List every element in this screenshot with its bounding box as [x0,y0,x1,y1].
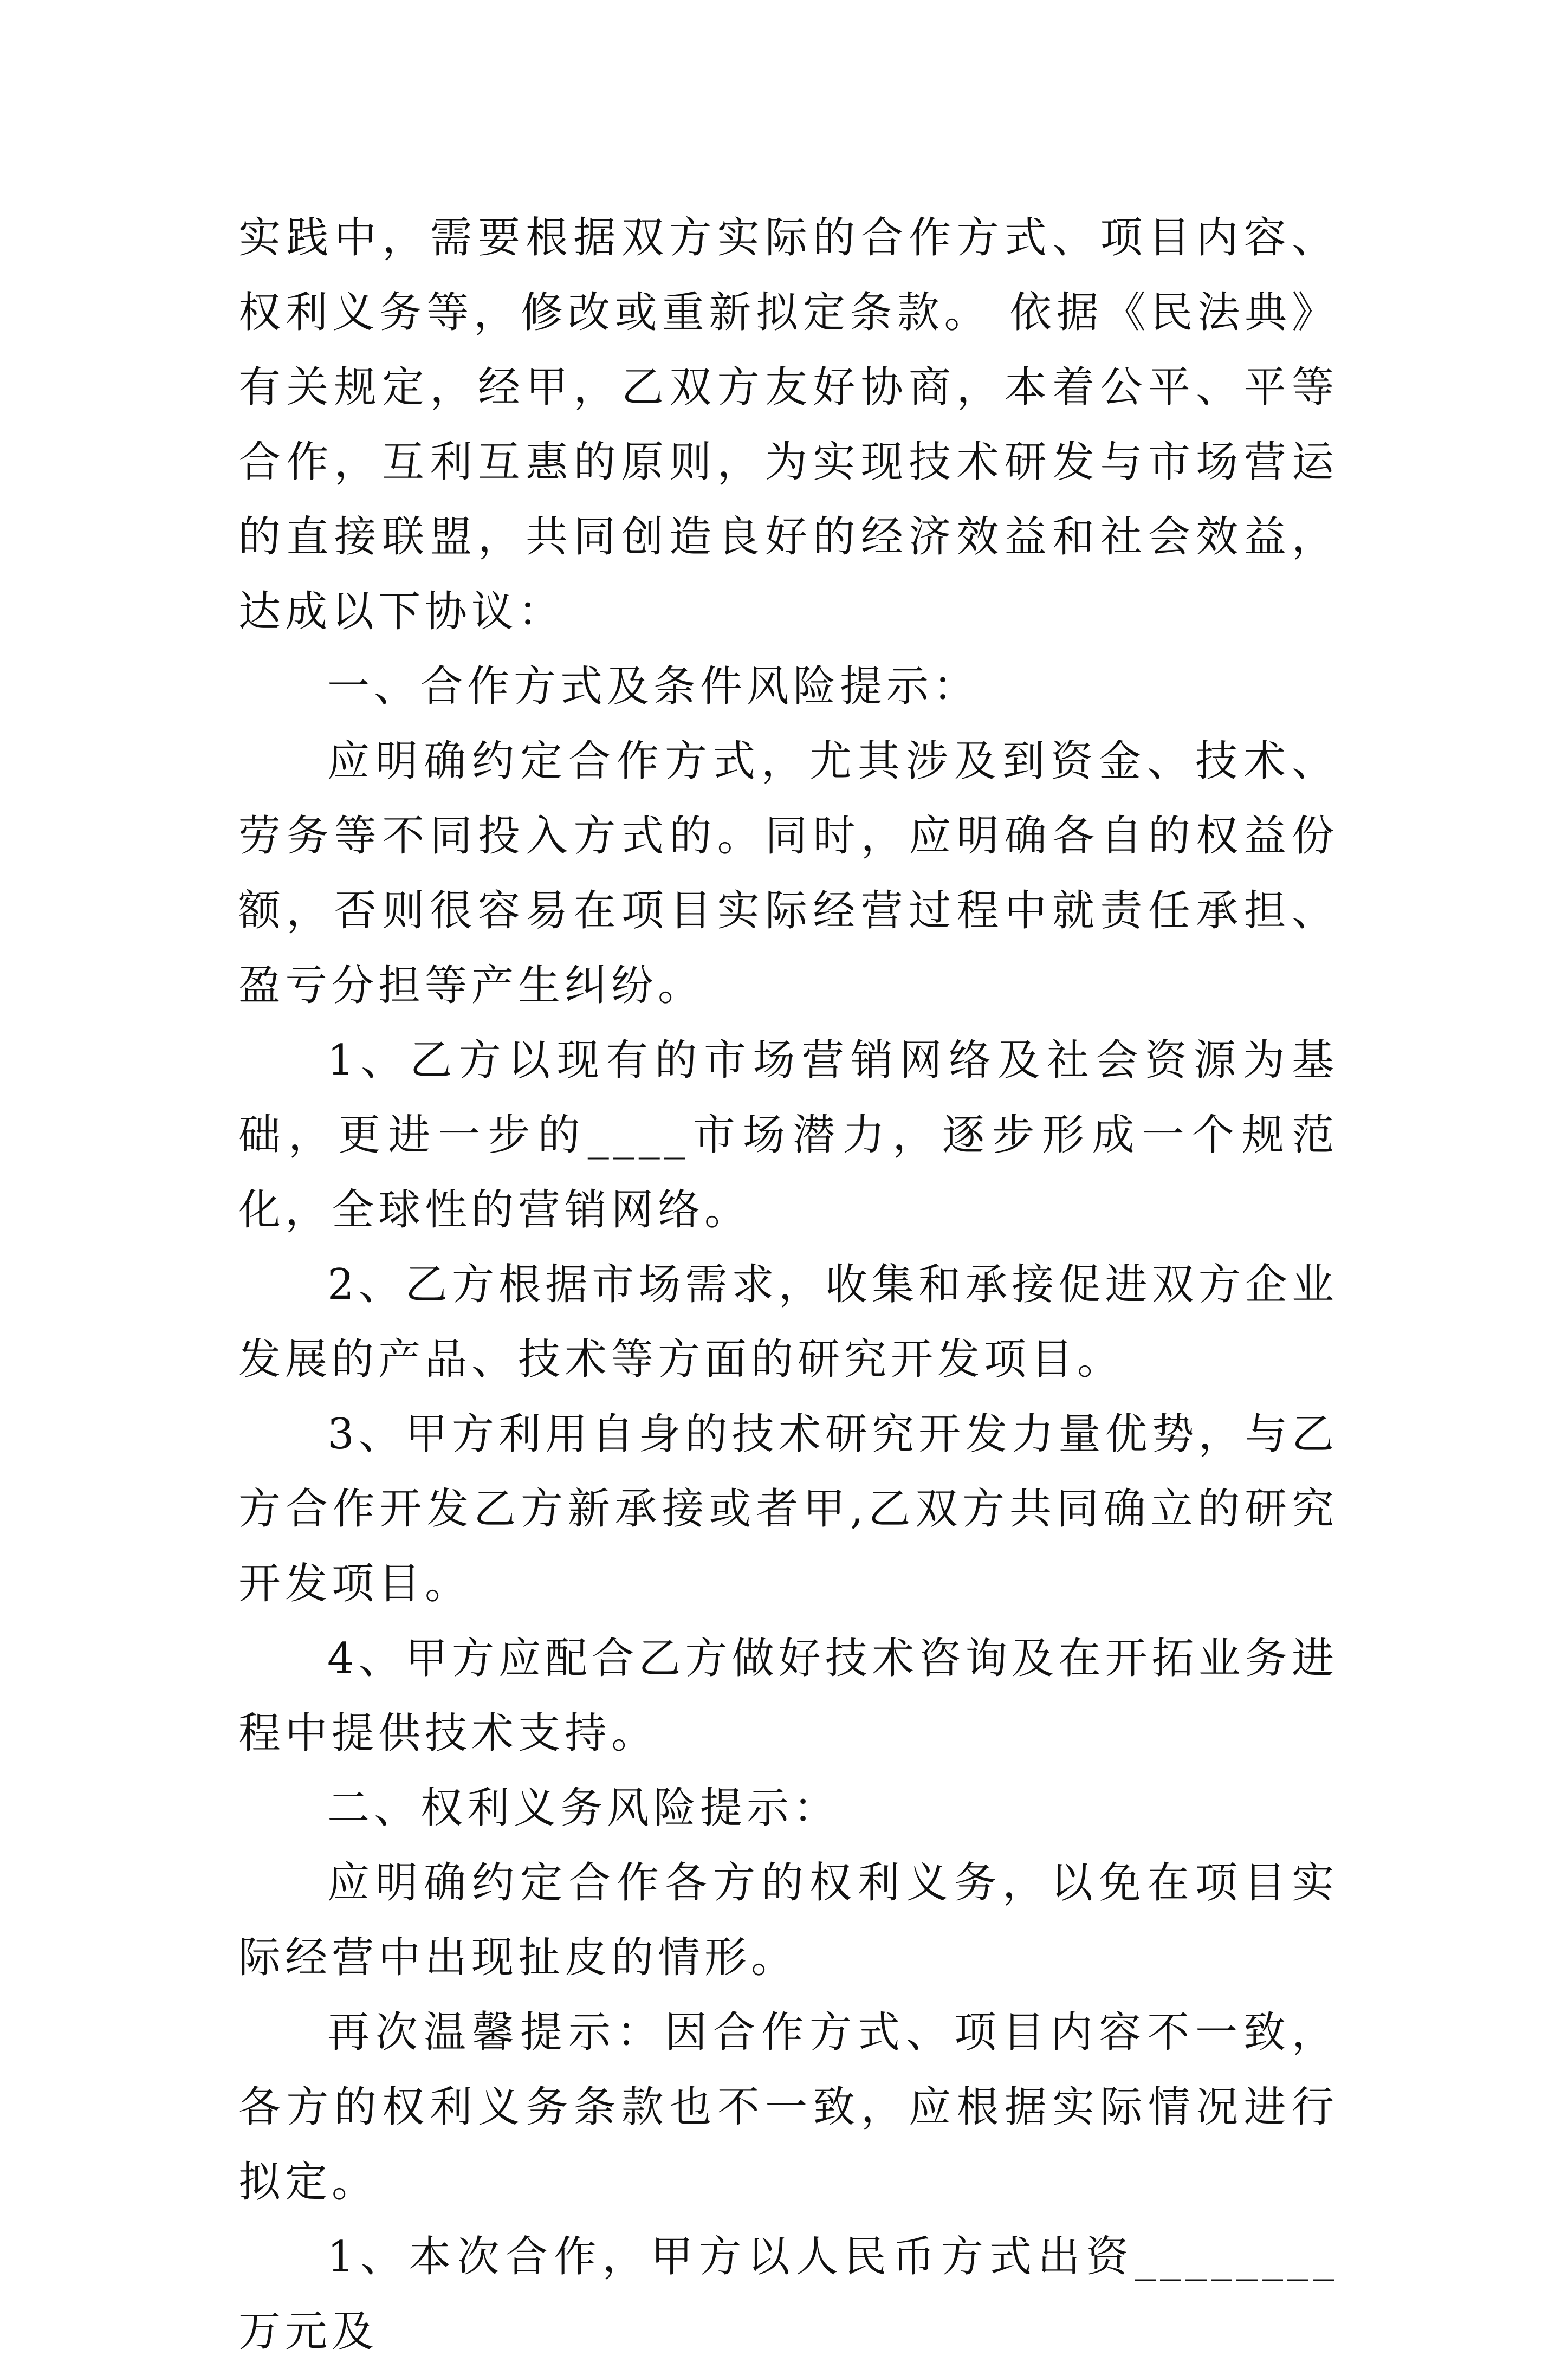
heading-cooperation-method: 一、合作方式及条件风险提示： [327,662,980,711]
clause-1-1: 1、乙方以现有的市场营销网络及社会资源为基础，更进一步的____市场潜力，逐步形成一个规范化，全球性的营销网络。 [238,1036,1338,1234]
clause-1-3: 3、甲方利用自身的技术研究开发力量优势，与乙方合作开发乙方新承接或者甲,乙双方共同确立的研究开发项目。 [238,1410,1338,1608]
paragraph-rights-risk: 应明确约定合作各方的权利义务，以免在项目实际经营中出现扯皮的情形。 [238,1859,1338,1982]
clause-2-1: 1、本次合作，甲方以人民币方式出资________万元及 [238,2232,1338,2356]
paragraph-reminder: 再次温馨提示：因合作方式、项目内容不一致，各方的权利义务条款也不一致，应根据实际情况进行拟定。 [238,2008,1338,2206]
paragraph-preamble: 实践中，需要根据双方实际的合作方式、项目内容、权利义务等，修改或重新拟定条款。 依据《民法典》有关规定，经甲，乙双方友好协商，本着公平、平等合作，互利互惠的原则，为实现技术研发与市场营运的直接联盟，共同创造良好的经济效益和社会效益，达成以下协议： [238,213,1338,636]
heading-rights-obligations: 二、权利义务风险提示： [327,1784,840,1833]
clause-1-2: 2、乙方根据市场需求，收集和承接促进双方企业发展的产品、技术等方面的研究开发项目。 [238,1260,1338,1384]
document-body [238,200,1338,2369]
paragraph-cooperation-risk: 应明确约定合作方式，尤其涉及到资金、技术、劳务等不同投入方式的。同时，应明确各自的权益份额，否则很容易在项目实际经营过程中就责任承担、盈亏分担等产生纠纷。 [238,737,1338,1010]
clause-1-4: 4、甲方应配合乙方做好技术咨询及在开拓业务进程中提供技术支持。 [238,1634,1338,1758]
